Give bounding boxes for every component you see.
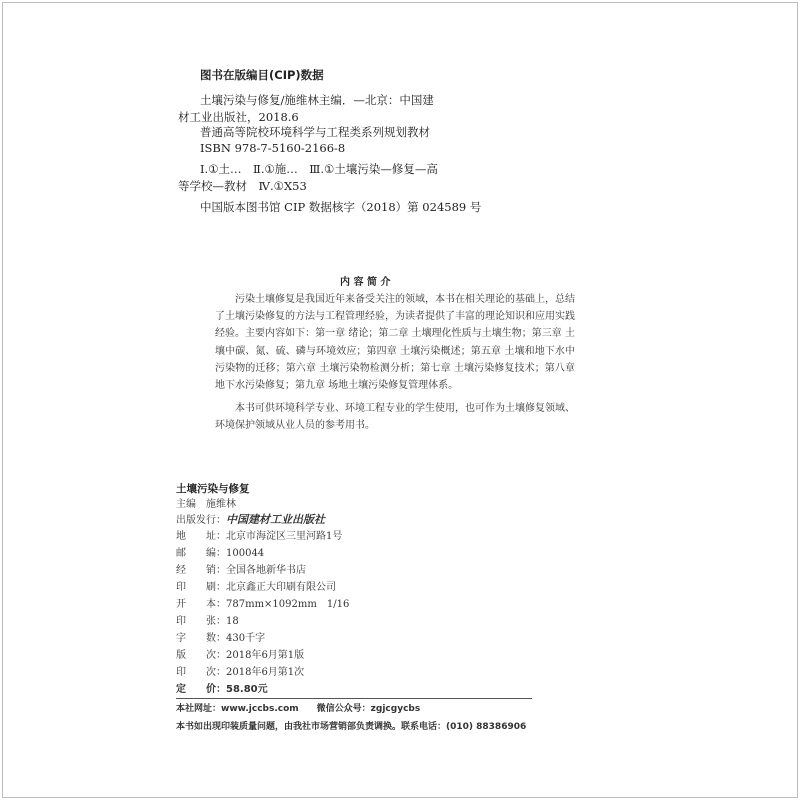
- detail-row: 开 本：787mm×1092mm 1/16: [176, 599, 350, 610]
- detail-row: 印 刷：北京鑫正大印刷有限公司: [176, 582, 336, 593]
- book-editor: 主编 施维林: [176, 499, 236, 510]
- summary-title: 内 容 简 介: [340, 277, 391, 288]
- cip-heading: 图书在版编目(CIP)数据: [200, 68, 324, 82]
- cip-line: ISBN 978-7-5160-2166-8: [200, 141, 346, 155]
- detail-row: 版 次：2018年6月第1版: [176, 650, 305, 661]
- cip-line: 材工业出版社，2018.6: [178, 110, 299, 124]
- publisher-logo: 中国建材工业出版社: [226, 513, 325, 526]
- detail-row: 印 次：2018年6月第1次: [176, 667, 305, 678]
- divider: [176, 698, 532, 699]
- detail-row: 印 张：18: [176, 616, 239, 627]
- summary-paragraph: 本书可供环境科学专业、环境工程专业的学生使用，也可作为土壤修复领域、环境保护领域从业人员的参考用书。: [215, 403, 575, 432]
- detail-row: 经 销：全国各地新华书店: [176, 565, 306, 576]
- detail-row: 邮 编：100044: [176, 548, 265, 559]
- detail-row: 地 址：北京市海淀区三里河路1号: [176, 531, 343, 542]
- cip-line: Ⅰ.①土… Ⅱ.①施… Ⅲ.①土壤污染—修复—高: [200, 162, 438, 176]
- quality-notice: 本书如出现印装质量问题，由我社市场营销部负责调换。联系电话：(010) 88386906: [176, 722, 527, 732]
- cip-line: 等学校—教材 Ⅳ.①X53: [178, 179, 307, 193]
- summary-paragraph: 污染土壤修复是我国近年来备受关注的领域，本书在相关理论的基础上，总结了土壤污染修复的方法与工程管理经验，为读者提供了丰富的理论知识和应用实践经验。主要内容如下：第一章 绪论；第二章 土壤理化性质与土壤生物；第三章 土壤中碳、氮、硫、磷与环境效应；第四章 土壤污染概述；第五章 土壤和地下水中污染物的迁移；第六章 土壤污染物检测分析；第七章 土壤污染修复技术；第八章 地下水污染修复；第九章 场地土壤污染修复管理体系。: [215, 294, 575, 392]
- cip-line: 普通高等院校环境科学与工程类系列规划教材: [200, 125, 430, 139]
- cip-number: 中国版本图书馆 CIP 数据核字（2018）第 024589 号: [200, 200, 482, 214]
- website-line: 本社网址：www.jccbs.com 微信公众号：zgjcgycbs: [176, 704, 421, 714]
- cip-line: 土壤污染与修复/施维林主编．—北京：中国建: [200, 93, 434, 107]
- detail-row: 字 数：430千字: [176, 633, 266, 644]
- price-row: 定 价：58.80元: [176, 684, 268, 695]
- publisher-label: 出版发行：: [176, 515, 226, 526]
- publisher-row: [176, 513, 325, 528]
- book-title: 土壤污染与修复: [176, 483, 250, 495]
